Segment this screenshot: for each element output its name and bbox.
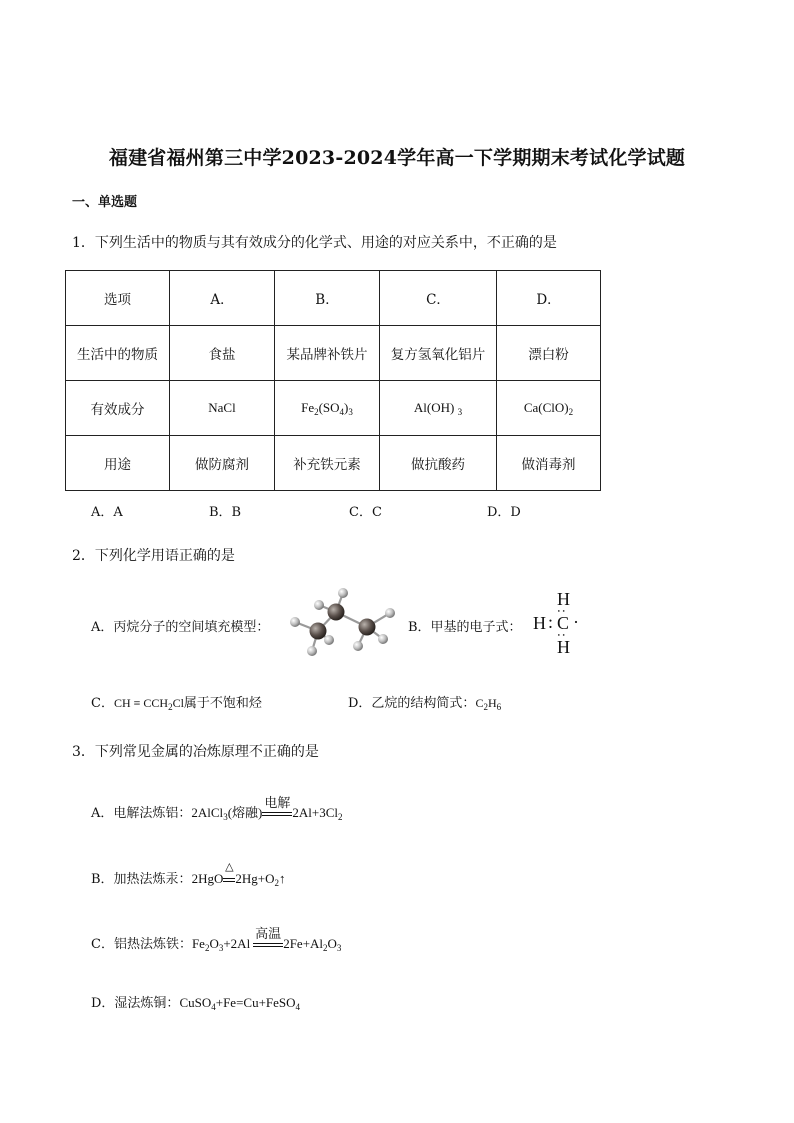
methyl-electron-formula [528, 589, 584, 661]
question-1-stem: 1．下列生活中的物质与其有效成分的化学式、用途的对应关系中，不正确的是 [72, 235, 557, 251]
table-cell: 做防腐剂 [170, 436, 275, 491]
table-cell: 复方氢氧化铝片 [380, 326, 497, 381]
option-b[interactable]: B．B [209, 505, 242, 520]
table-row [66, 436, 601, 491]
table-row [66, 271, 601, 326]
question-3-stem: 3．下列常见金属的冶炼原理不正确的是 [72, 744, 319, 760]
formula-calcium-hypochlorite: $Ca(ClO)_2$ [497, 381, 601, 436]
propyne-chloride-formula: CH ≡ $CCH_2Cl$ [113, 696, 184, 712]
table-row [66, 326, 601, 381]
table-cell: 某品牌补铁片 [275, 326, 380, 381]
option-a[interactable]: A．丙烷分子的空间填充模型： [91, 620, 270, 635]
single-electron: · [573, 612, 579, 632]
electron-pair-left: : [548, 612, 554, 632]
table-cell: A． [170, 271, 275, 326]
methyl-h-bottom: H [557, 637, 570, 657]
question-1-table [65, 270, 601, 491]
reaction-arrow-electrolysis: 电解 [262, 806, 292, 821]
reaction-arrow-heat: △ [223, 872, 235, 887]
section-heading: 一、单选题 [72, 195, 138, 210]
reaction-arrow-high-temperature: 高温 [253, 937, 283, 952]
table-cell: 食盐 [170, 326, 275, 381]
propane-space-filling-model [286, 585, 398, 661]
table-cell: 补充铁元素 [275, 436, 380, 491]
formula-aluminium-hydroxide: Al(OH) $_3$ [380, 381, 497, 436]
page-title: 福建省福州第三中学2023-2024学年高一下学期期末考试化学试题 [108, 147, 686, 169]
option-b[interactable]: B．甲基的电子式： [408, 620, 522, 635]
table-cell: 做抗酸药 [380, 436, 497, 491]
formula-iron-sulfate: $Fe_2(SO_4)_3$ [275, 381, 380, 436]
table-cell: D． [497, 271, 601, 326]
ethane-formula: $C_2H_6$ [475, 696, 502, 712]
table-cell: 选项 [66, 271, 170, 326]
table-cell: 漂白粉 [497, 326, 601, 381]
option-c[interactable]: C．CH ≡ $CCH_2Cl$属于不饱和烃 [91, 696, 262, 712]
option-c[interactable]: C．铝热法炼铁：$Fe_2O_3+2Al$ 高温 $2Fe+Al_2O_3$ [91, 927, 342, 953]
question-2-stem: 2．下列化学用语正确的是 [72, 548, 235, 564]
table-cell: B． [275, 271, 380, 326]
table-cell: 生活中的物质 [66, 326, 170, 381]
table-cell: 用途 [66, 436, 170, 491]
methyl-h-left: H [533, 613, 546, 633]
option-d[interactable]: D．湿法炼铜：CuSO$_4$+Fe=Cu+FeSO$_4$ [91, 995, 301, 1012]
electron-pair-bottom: : [553, 633, 569, 637]
methyl-h-top: H [557, 589, 570, 609]
option-a[interactable]: A．A [91, 505, 123, 520]
methyl-c: C [557, 613, 570, 633]
table-cell: 有效成分 [66, 381, 170, 436]
option-d[interactable]: D．乙烷的结构简式：$C_2H_6$ [348, 696, 502, 712]
formula-nacl: NaCl [170, 381, 275, 436]
table-row [66, 381, 601, 436]
option-c[interactable]: C．C [349, 505, 382, 520]
table-cell: C． [380, 271, 497, 326]
option-a[interactable]: A．电解法炼铝：2AlCl$_3$(熔融) 电解 $2Al+3Cl_2$ [91, 796, 343, 822]
option-b[interactable]: B．加热法炼汞：2HgO △ $2Hg+O_2↑$ [91, 860, 286, 888]
table-cell: 做消毒剂 [497, 436, 601, 491]
electron-pair-top: : [553, 609, 569, 613]
option-d[interactable]: D．D [487, 505, 521, 520]
